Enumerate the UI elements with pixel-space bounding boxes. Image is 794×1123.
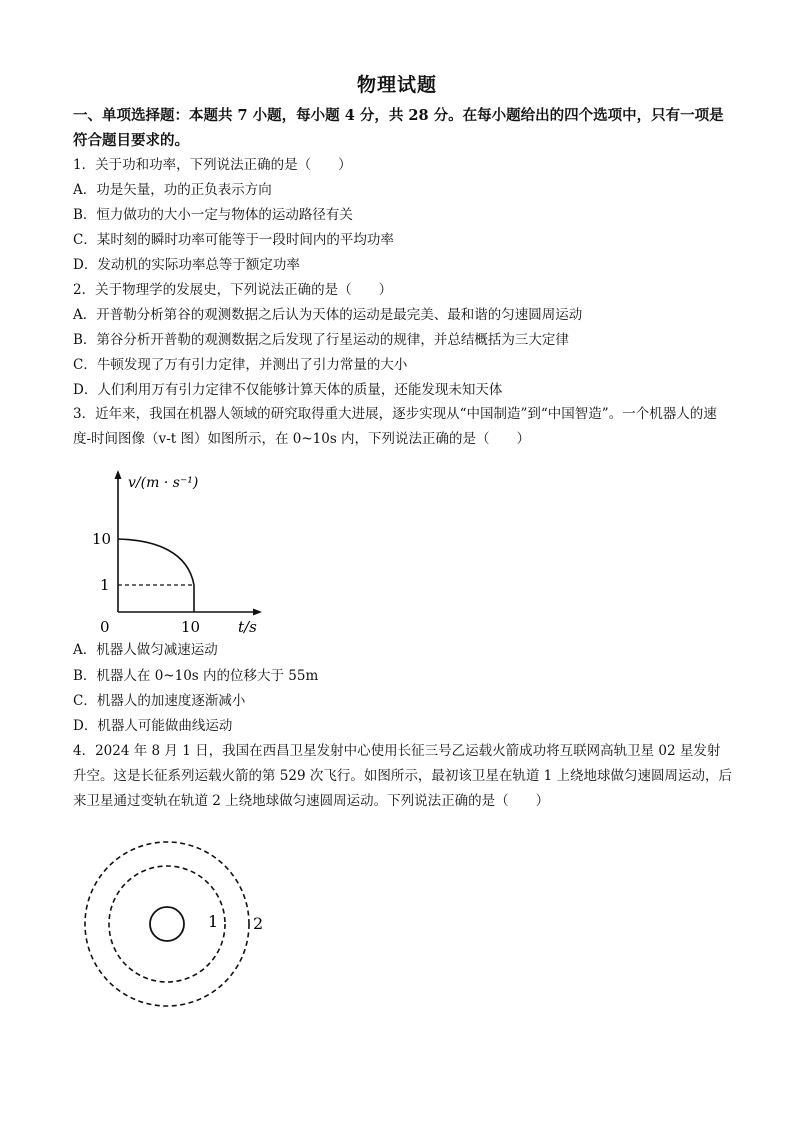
question-1-stem: 1．关于功和功率，下列说法正确的是（ ） (73, 157, 352, 173)
orbit-1-label: 1 (208, 912, 219, 931)
question-3-stem: 3．近年来，我国在机器人领域的研究取得重大进展，逐步实现从“中国制造”到“中国智造”。一个机器人的速度-时间图像（v-t 图）如图所示，在 0~10s 内，下列说法正确的是（ ） (73, 406, 717, 447)
question-1-option-a[interactable]: A．功是矢量，功的正负表示方向 (73, 182, 272, 198)
x-tick-10: 10 (181, 618, 201, 636)
question-1-option-b[interactable]: B．恒力做功的大小一定与物体的运动路径有关 (73, 207, 353, 223)
question-3-option-a[interactable]: A．机器人做匀减速运动 (73, 642, 218, 658)
velocity-curve (118, 539, 194, 585)
question-1-option-d[interactable]: D．发动机的实际功率总等于额定功率 (73, 257, 300, 273)
question-2-option-a[interactable]: A．开普勒分析第谷的观测数据之后认为天体的运动是最完美、最和谐的匀速圆周运动 (73, 307, 583, 323)
question-3-option-d[interactable]: D．机器人可能做曲线运动 (73, 718, 233, 734)
earth-circle (150, 907, 184, 941)
y-axis-label: v/(m · s⁻¹) (128, 475, 199, 491)
x-axis-arrow (253, 609, 262, 616)
y-axis-arrow (115, 470, 122, 479)
y-tick-10: 10 (92, 530, 112, 548)
question-2-stem: 2．关于物理学的发展史，下列说法正确的是（ ） (73, 282, 393, 298)
orbit-diagram (70, 836, 280, 1016)
question-3-option-c[interactable]: C．机器人的加速度逐渐减小 (73, 693, 246, 709)
question-2-option-b[interactable]: B．第谷分析开普勒的观测数据之后发现了行星运动的规律，并总结概括为三大定律 (73, 332, 569, 348)
origin-label: 0 (100, 618, 110, 636)
y-tick-1: 1 (100, 576, 110, 594)
orbit-2-label: 2 (253, 914, 264, 933)
question-2-option-d[interactable]: D．人们利用万有引力定律不仅能够计算天体的质量，还能发现未知天体 (73, 382, 503, 398)
question-1-option-c[interactable]: C．某时刻的瞬时功率可能等于一段时间内的平均功率 (73, 232, 394, 248)
question-4-stem: 4．2024 年 8 月 1 日，我国在西昌卫星发射中心使用长征三号乙运载火箭成功将互联网高轨卫星 02 星发射升空。这是长征系列运载火箭的第 529 次飞行。如图所示，最初该卫星在轨道 1 上绕地球做匀速圆周运动，后来卫星通过变轨在轨道 2 上绕地球做匀速圆周运动。下列说法正确的是（ ） (73, 743, 733, 809)
question-3-option-b[interactable]: B．机器人在 0~10s 内的位移大于 55m (73, 668, 319, 684)
vt-graph (88, 462, 278, 640)
question-2-option-c[interactable]: C．牛顿发现了万有引力定律，并测出了引力常量的大小 (73, 357, 408, 373)
section-heading: 一、单项选择题：本题共 7 小题，每小题 4 分，共 28 分。在每小题给出的四个选项中，只有一项是符合题目要求的。 (73, 107, 724, 149)
x-axis-label: t/s (238, 618, 257, 636)
page-title: 物理试题 (356, 74, 437, 96)
